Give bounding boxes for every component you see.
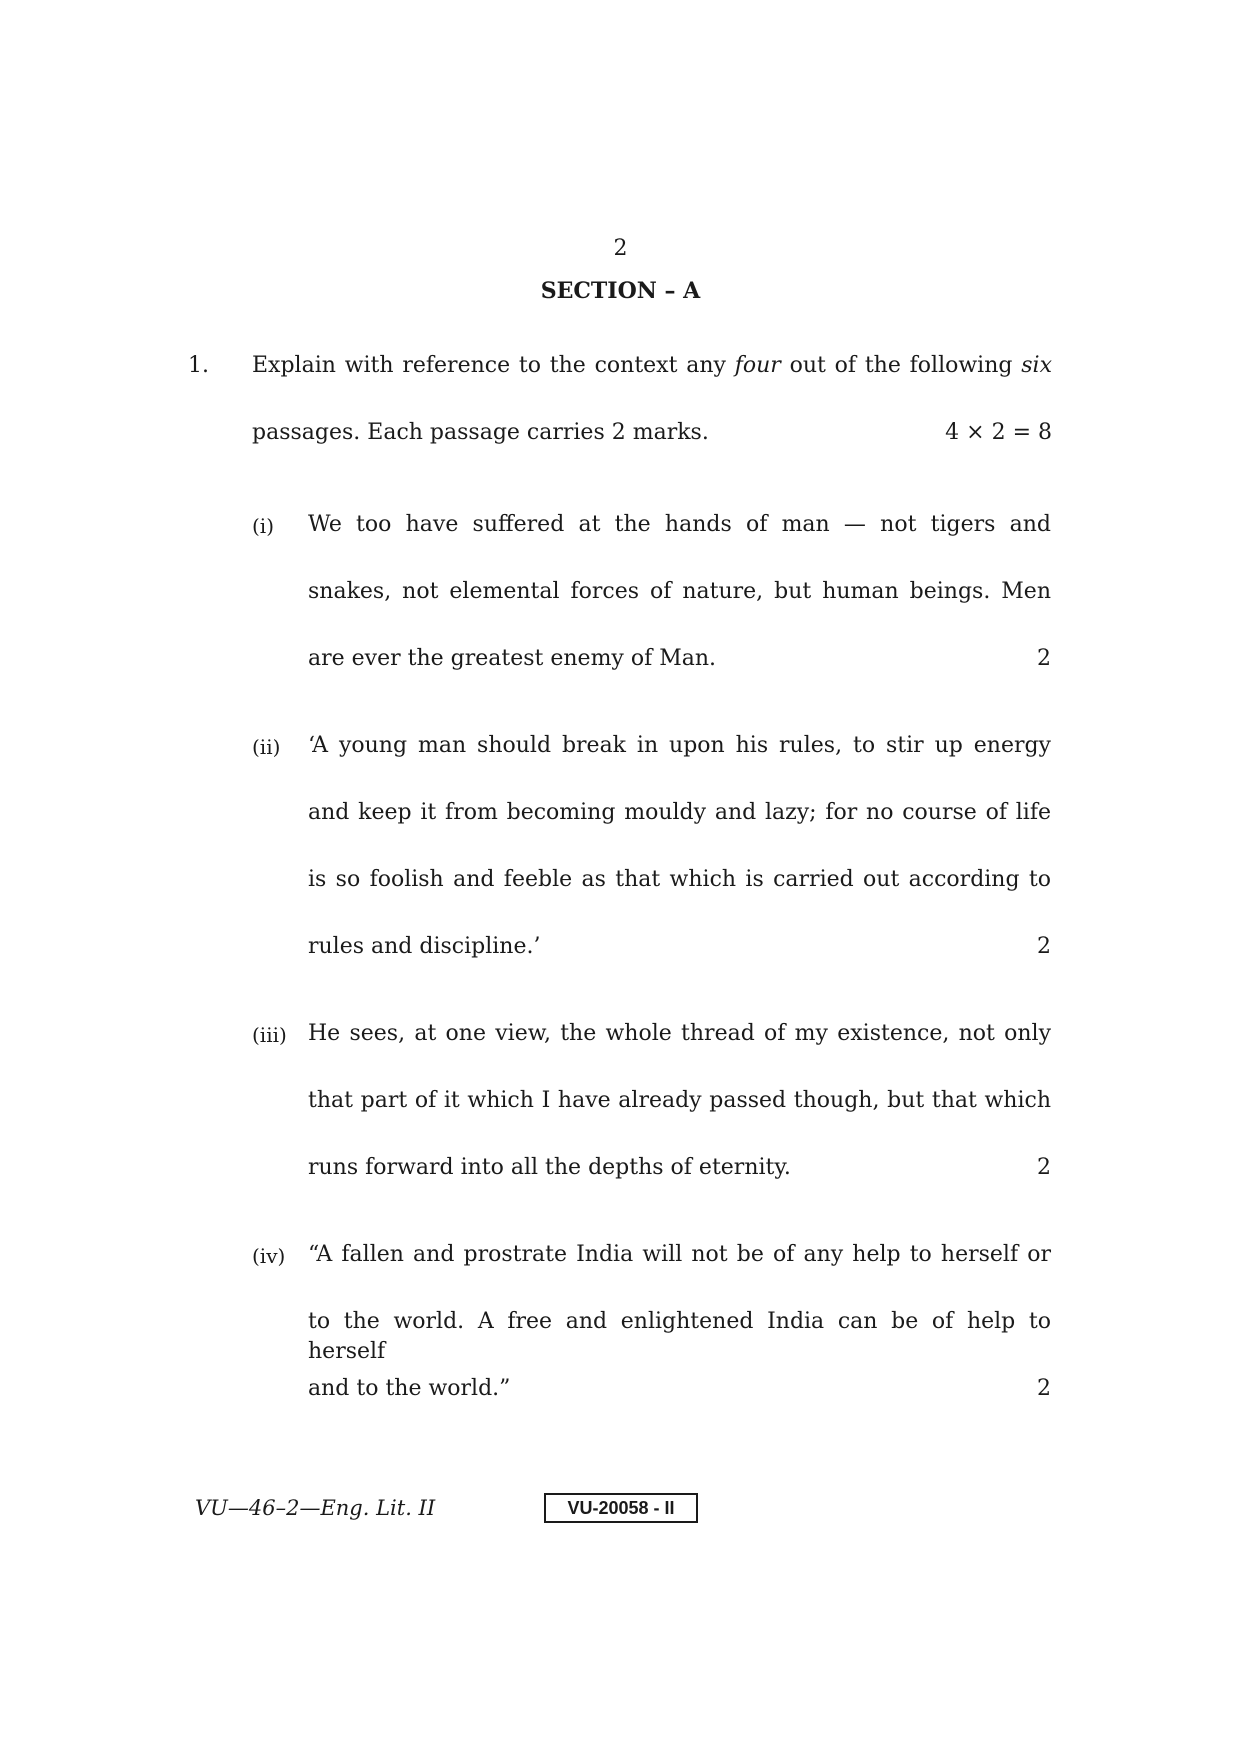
question-number: 1. bbox=[188, 353, 209, 378]
passage-ii-line-4: rules and discipline.’ bbox=[308, 934, 541, 959]
question-text-six: six bbox=[1021, 353, 1052, 378]
passage-ii-line-3: is so foolish and feeble as that which is carried out according to bbox=[308, 867, 1051, 892]
section-title: SECTION – A bbox=[540, 278, 701, 304]
question-marks: 4 × 2 = 8 bbox=[945, 420, 1052, 445]
question-line-2: passages. Each passage carries 2 marks. bbox=[252, 420, 709, 445]
passage-label-iii: (iii) bbox=[252, 1023, 287, 1047]
passage-ii-line-1: ‘A young man should break in upon his rules, to stir up energy bbox=[308, 733, 1051, 758]
question-line-1 bbox=[252, 351, 1052, 381]
footer-paper-reference: VU—46–2—Eng. Lit. II bbox=[195, 1496, 436, 1520]
passage-iv-line-2: to the world. A free and enlightened India can be of help to herself bbox=[308, 1309, 1051, 1364]
page-number: 2 bbox=[613, 236, 628, 261]
passage-ii-line-2: and keep it from becoming mouldy and lazy; for no course of life bbox=[308, 800, 1051, 825]
passage-i-marks: 2 bbox=[1037, 646, 1051, 671]
passage-iv-line-3: and to the world.” bbox=[308, 1376, 511, 1401]
passage-i-line-3: are ever the greatest enemy of Man. bbox=[308, 646, 717, 671]
question-text-a: Explain with reference to the context any bbox=[252, 353, 726, 378]
passage-label-ii: (ii) bbox=[252, 735, 281, 759]
passage-iii-line-3: runs forward into all the depths of eternity. bbox=[308, 1155, 791, 1180]
question-text-four: four bbox=[734, 353, 781, 378]
passage-iii-line-1: He sees, at one view, the whole thread of my existence, not only bbox=[308, 1021, 1051, 1046]
passage-ii-marks: 2 bbox=[1037, 934, 1051, 959]
footer-paper-code: VU-20058 - II bbox=[544, 1493, 698, 1523]
passage-i-line-2: snakes, not elemental forces of nature, but human beings. Men bbox=[308, 579, 1051, 604]
question-text-c: out of the following bbox=[789, 353, 1013, 378]
passage-iii-line-2: that part of it which I have already passed though, but that which bbox=[308, 1088, 1051, 1113]
passage-label-i: (i) bbox=[252, 514, 275, 538]
passage-label-iv: (iv) bbox=[252, 1244, 286, 1268]
passage-iii-marks: 2 bbox=[1037, 1155, 1051, 1180]
passage-i-line-1: We too have suffered at the hands of man — not tigers and bbox=[308, 512, 1051, 537]
passage-iv-marks: 2 bbox=[1037, 1376, 1051, 1401]
passage-iv-line-1: “A fallen and prostrate India will not be of any help to herself or bbox=[308, 1242, 1051, 1267]
